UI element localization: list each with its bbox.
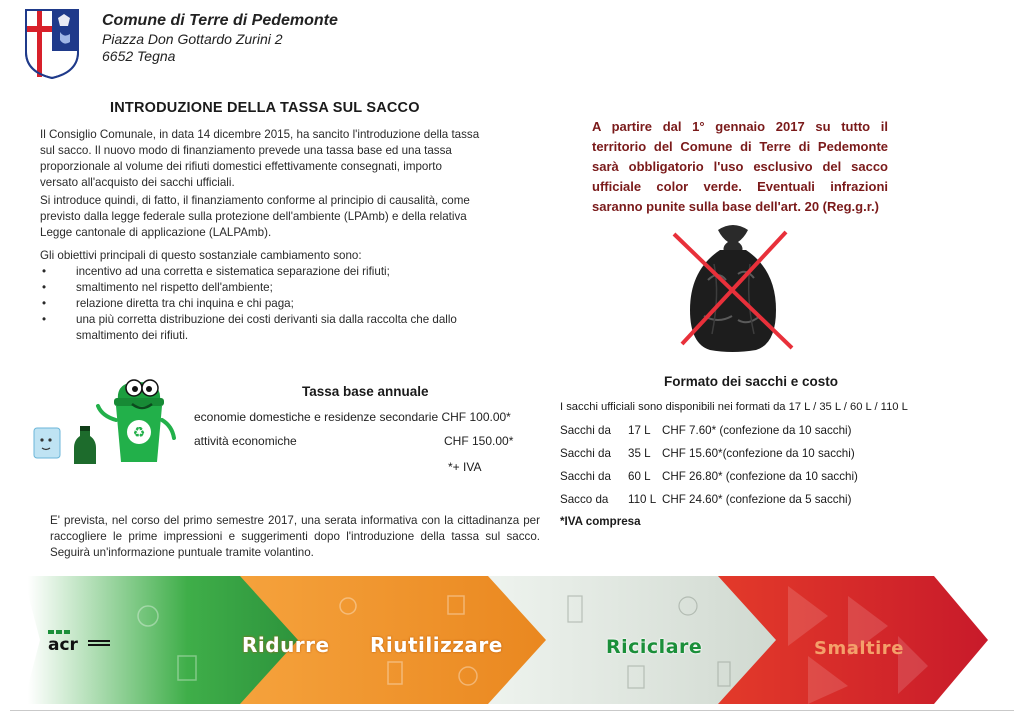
- intro-paragraph-2: Si introduce quindi, di fatto, il finanziamento conforme al principio di causalità, come previsto dalla legge federale sulla protezione dell'ambiente (LPAmb) e della relativa Legge cantonale di applicazione (LALPAmb).: [40, 194, 470, 239]
- municipal-crest-icon: [24, 8, 80, 80]
- recycling-bin-mascot-icon: [28, 370, 184, 470]
- bag-label: Sacchi da: [560, 447, 611, 460]
- banner-word-riutilizzare: Riutilizzare: [370, 633, 503, 657]
- crossed-out-black-bag-icon: [668, 220, 798, 356]
- intro-title: INTRODUZIONE DELLA TASSA SUL SACCO: [110, 100, 420, 116]
- bag-size: 60 L: [628, 470, 651, 483]
- objectives-list: [40, 264, 480, 344]
- tassa-row-businesses: [194, 434, 514, 448]
- objective-item: • relazione diretta tra chi inquina e chi paga;: [40, 296, 480, 312]
- bag-price: CHF 26.80* (confezione da 10 sacchi): [662, 470, 858, 483]
- objective-item: • incentivo ad una corretta e sistematica separazione dei rifiuti;: [40, 264, 480, 280]
- tassa-base-title: Tassa base annuale: [302, 384, 429, 399]
- municipality-name: Comune di Terre di Pedemonte: [102, 12, 338, 29]
- formato-title: Formato dei sacchi e costo: [664, 374, 839, 389]
- acr-logo: [46, 628, 116, 654]
- tassa-row-households: economie domestiche e residenze secondarie CHF 100.00*: [194, 410, 511, 424]
- objectives-intro: Gli obiettivi principali di questo sostanziale cambiamento sono:: [40, 249, 362, 262]
- address-street: Piazza Don Gottardo Zurini 2: [102, 31, 283, 47]
- tassa-row-amount: CHF 150.00*: [444, 434, 514, 448]
- tassa-row-label: attività economiche: [194, 434, 297, 448]
- svg-text:♻: ♻: [132, 425, 146, 441]
- bag-price: CHF 24.60* (confezione da 5 sacchi): [662, 493, 852, 506]
- address-city: 6652 Tegna: [102, 48, 176, 64]
- objective-item: • smaltimento nel rispetto dell'ambiente;: [40, 280, 480, 296]
- bag-price: CHF 7.60* (confezione da 10 sacchi): [662, 424, 852, 437]
- formato-intro: I sacchi ufficiali sono disponibili nei formati da 17 L / 35 L / 60 L / 110 L: [560, 401, 908, 413]
- banner-word-ridurre: Ridurre: [242, 633, 330, 657]
- bag-label: Sacco da: [560, 493, 609, 506]
- mandatory-bag-notice: A partire dal 1° gennaio 2017 su tutto il territorio del Comune di Terre di Pedemonte sarà obbligatorio l'uso esclusivo del sacco ufficiale color verde. Eventuali infrazioni saranno punite sulla base dell'art. 20 (Reg.g.r.): [592, 119, 888, 214]
- bag-size: 110 L: [628, 493, 657, 506]
- objective-item: • una più corretta distribuzione dei costi derivanti sia dalla raccolta che dallo smaltimento dei rifiuti.: [40, 312, 480, 344]
- bag-size: 17 L: [628, 424, 651, 437]
- info-evening-paragraph: E' prevista, nel corso del primo semestre 2017, una serata informativa con la cittadinanza per raccogliere le prime impressioni e suggerimenti dopo l'introduzione della tassa sul sacco. Seguirà un'informazione puntuale tramite volantino.: [50, 514, 540, 559]
- formato-vat-note: *IVA compresa: [560, 515, 641, 528]
- banner-word-smaltire: Smaltire: [814, 638, 904, 659]
- banner-word-riciclare: Riciclare: [606, 636, 703, 658]
- tassa-vat-note: *+ IVA: [448, 460, 482, 474]
- page-bottom-rule: [10, 710, 1014, 711]
- acr-logo-text: acr: [48, 635, 78, 654]
- intro-paragraph-1: Il Consiglio Comunale, in data 14 dicembre 2015, ha sancito l'introduzione della tassa sul sacco. Il nuovo modo di finanziamento prevede una tassa base ed una tassa proporzionale al volume dei rifiuti domestici effettivamente consegnati, importo versato all'acquisto dei sacchi ufficiali.: [40, 128, 480, 189]
- bag-label: Sacchi da: [560, 470, 611, 483]
- bag-price: CHF 15.60*(confezione da 10 sacchi): [662, 447, 855, 460]
- bag-size: 35 L: [628, 447, 651, 460]
- bag-label: Sacchi da: [560, 424, 611, 437]
- waste-hierarchy-banner: [28, 576, 988, 704]
